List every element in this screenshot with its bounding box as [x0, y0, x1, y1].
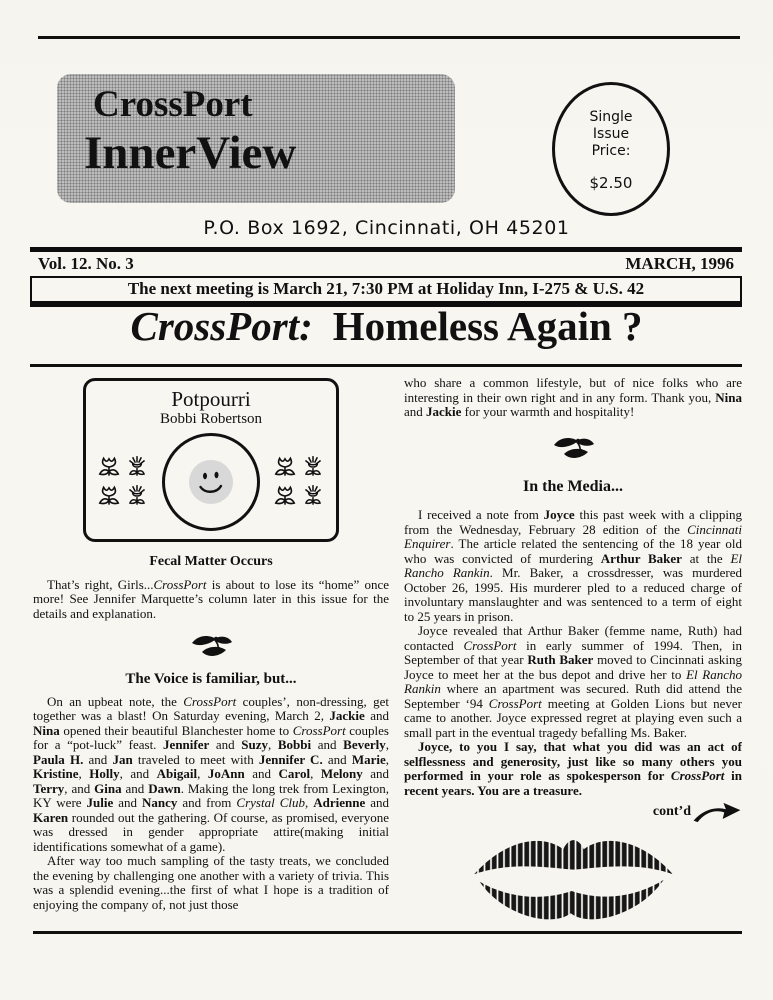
- smiley-face-icon: [188, 459, 234, 505]
- tulip-flower-icon: [96, 483, 122, 509]
- price-line3: Price:: [591, 143, 631, 159]
- section-heading-fecal-matter: Fecal Matter Occurs: [149, 554, 273, 569]
- main-headline: [0, 301, 773, 351]
- tulip-flower-icon: [272, 483, 298, 509]
- paragraph-continuation: who share a common lifestyle, but of nice folks who are interesting in their own right and in any form. Thank you, Nina and Jackie for your warmth and hospitality!: [404, 376, 742, 419]
- thistle-flower-icon: [300, 454, 326, 480]
- paragraph: After way too much sampling of the tasty treats, we concluded the evening by challenging one another with a variety of trivia. This was a splendid evening...the first of what I hope is a tradition of enjoying the company of, not just those: [33, 853, 389, 912]
- tulip-flower-icon: [272, 454, 298, 480]
- thistle-flower-icon: [300, 483, 326, 509]
- flower-ornaments-right: [272, 454, 326, 510]
- volume-date-row: [30, 247, 742, 276]
- leaf-divider-icon: [188, 632, 234, 662]
- flower-ornaments-left: [96, 454, 150, 510]
- thistle-flower-icon: [124, 454, 150, 480]
- paragraph: That’s right, Girls...CrossPort is about to lose its “home” once more! See Jennifer Marquette’s column later in this issue for the details and explanation.: [33, 576, 389, 621]
- price-circle: [552, 82, 670, 216]
- mailing-address: P.O. Box 1692, Cincinnati, OH 45201: [203, 217, 570, 239]
- paragraph-tribute: Joyce, to you I say, that what you did was an act of selflessness and generosity, just like so many others you performed in your role as spokesperson for CrossPort in recent years. You are a treasure.: [404, 739, 742, 798]
- tulip-flower-icon: [96, 454, 122, 480]
- meeting-notice: The next meeting is March 21, 7:30 PM at Holiday Inn, I-275 & U.S. 42: [30, 276, 742, 307]
- section-heading-voice-familiar: The Voice is familiar, but...: [125, 671, 297, 687]
- paragraph: On an upbeat note, the CrossPort couples’, non-dressing, get together was a blast! On Saturday evening, March 2, Jackie and Nina opened their beautiful Blanchester home to CrossPort couples for a “pot-luck” feast. Jennifer and Suzy, Bobbi and Beverly, Paula H. and Jan traveled to meet with Jennifer C. and Marie, Kristine, Holly, and Abigail, JoAnn and Carol, Melony and Terry, and Gina and Dawn. Making the long trek from Lexington, KY were Julie and Nancy and from Crystal Club, Adrienne and Karen rounded out the gathering. Of course, as promised, everyone was dressed in gender appropriate attire(making initial identifications somewhat of a game).: [33, 693, 390, 854]
- volume-number: Vol. 12. No. 3: [38, 254, 134, 273]
- section-heading-in-the-media: In the Media...: [523, 477, 623, 495]
- paragraph: I received a note from Joyce this past week with a clipping from the Wednesday, February 28 edition of the Cincinnati Enquirer. The article related the sentencing of the 18 year old who was convicted of murdering Arthur Baker at the El Rancho Rankin. Mr. Baker, a crossdresser, was murdered October 26, 1995. His murderer pled to a reduced charge of involuntary manslaughter and was sentenced to a term of eight to 25 years in prison.: [404, 507, 742, 624]
- headline-plain-part: Homeless Again ?: [332, 303, 643, 349]
- masthead-title-box: [57, 74, 455, 203]
- column-byline: Bobbi Robertson: [159, 411, 263, 427]
- top-rule: [38, 36, 740, 39]
- price-amount: $2.50: [589, 174, 633, 192]
- leaf-divider-icon: [550, 434, 596, 464]
- thistle-flower-icon: [124, 483, 150, 509]
- right-column: [404, 376, 742, 929]
- price-line2: Issue: [592, 126, 630, 142]
- contd-arrow-icon: [692, 801, 742, 824]
- contd-label: cont’d: [652, 804, 691, 820]
- left-column: [33, 376, 389, 929]
- bottom-rule: [33, 931, 742, 934]
- smiley-circle: [162, 433, 260, 531]
- lipstick-kiss-image: [461, 826, 686, 929]
- paragraph: Joyce revealed that Arthur Baker (femme name, Ruth) had contacted CrossPort in early summer of 1994. Then, in September of that year Ruth Baker moved to Cincinnati asking Joyce to meet her at the bus depot and drive her to El Rancho Rankin where an apartment was secured. Ruth did attend the September ‘94 CrossPort meeting at Golden Lions but never came to another. Joyce expressed regret at playing even such a small part in the eventual tragedy befalling Ms. Baker.: [404, 623, 742, 740]
- newsletter-title-line1: CrossPort: [93, 84, 253, 125]
- headline-rule: [30, 364, 742, 367]
- column-title: Potpourri: [171, 387, 251, 411]
- issue-date: MARCH, 1996: [625, 254, 734, 273]
- newsletter-title-line2: InnerView: [84, 127, 297, 179]
- article-columns: [33, 376, 742, 929]
- issue-bar: [30, 247, 742, 307]
- potpourri-artwork: [92, 433, 330, 531]
- potpourri-column-box: [83, 378, 339, 542]
- continued-marker: [404, 801, 742, 824]
- headline-italic-part: CrossPort:: [130, 303, 313, 349]
- price-line1: Single: [589, 109, 633, 125]
